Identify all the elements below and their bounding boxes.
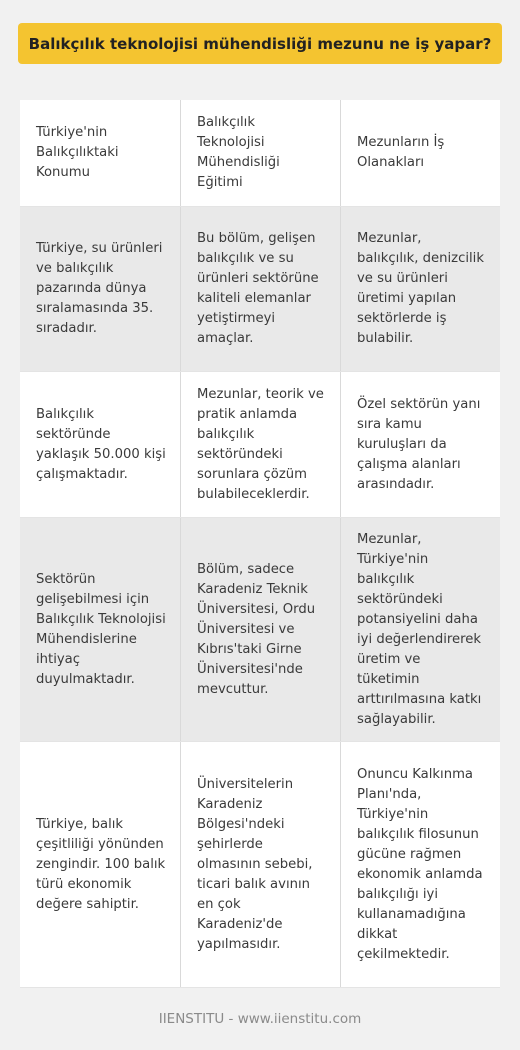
table-cell: Sektörün gelişebilmesi için Balıkçılık Teknolojisi Mühendislerine ihtiyaç duyulmaktadır.	[36, 571, 166, 687]
table-row	[20, 207, 500, 372]
table-cell: Mezunlar, teorik ve pratik anlamda balıkçılık sektöründeki sorunlara çözüm bulabileceklerdir.	[180, 372, 340, 517]
table-row	[20, 742, 500, 988]
page-title: Balıkçılık teknolojisi mühendisliği mezunu ne iş yapar?	[28, 34, 492, 53]
table-cell: Bu bölüm, gelişen balıkçılık ve su ürünleri sektörüne kaliteli elemanlar yetiştirmeyi amaçlar.	[180, 207, 340, 371]
table-cell: Mezunlar, Türkiye'nin balıkçılık sektöründeki potansiyelini daha iyi değerlendirerek üretim ve tüketimin arttırılmasına katkı sağlayabilir.	[340, 518, 500, 741]
table-cell: Mezunlar, balıkçılık, denizcilik ve su ürünleri üretimi yapılan sektörlerde iş bulabilir.	[340, 207, 500, 371]
table-cell: Bölüm, sadece Karadeniz Teknik Üniversitesi, Ordu Üniversitesi ve Kıbrıs'taki Girne Üniversitesi'nde mevcuttur.	[180, 518, 340, 741]
comparison-table	[20, 100, 500, 988]
table-header-row	[20, 100, 500, 207]
table-cell: Türkiye, su ürünleri ve balıkçılık pazarında dünya sıralamasında 35. sıradadır.	[36, 241, 163, 336]
table-cell: Onuncu Kalkınma Planı'nda, Türkiye'nin balıkçılık filosunun gücüne rağmen ekonomik anlamda balıkçılığı iyi kullanamadığına dikkat çekilmektedir.	[340, 742, 500, 987]
column-header: Mezunların İş Olanakları	[340, 100, 500, 206]
table-cell: Balıkçılık sektöründe yaklaşık 50.000 kişi çalışmaktadır.	[36, 406, 166, 482]
title-banner	[18, 23, 502, 64]
table-cell: Türkiye, balık çeşitliliği yönünden zengindir. 100 balık türü ekonomik değere sahiptir.	[36, 816, 166, 912]
table-cell: Özel sektörün yanı sıra kamu kuruluşları da çalışma alanları arasındadır.	[340, 372, 500, 517]
table-row	[20, 372, 500, 518]
column-header: Türkiye'nin Balıkçılıktaki Konumu	[36, 125, 119, 180]
table-cell: Üniversitelerin Karadeniz Bölgesi'ndeki şehirlerde olmasının sebebi, ticari balık avının en çok Karadeniz'de yapılmasıdır.	[180, 742, 340, 987]
footer-credit: IIENSTITU - www.iienstitu.com	[158, 1011, 362, 1027]
column-header: Balıkçılık Teknolojisi Mühendisliği Eğitimi	[180, 100, 340, 206]
table-row	[20, 518, 500, 742]
